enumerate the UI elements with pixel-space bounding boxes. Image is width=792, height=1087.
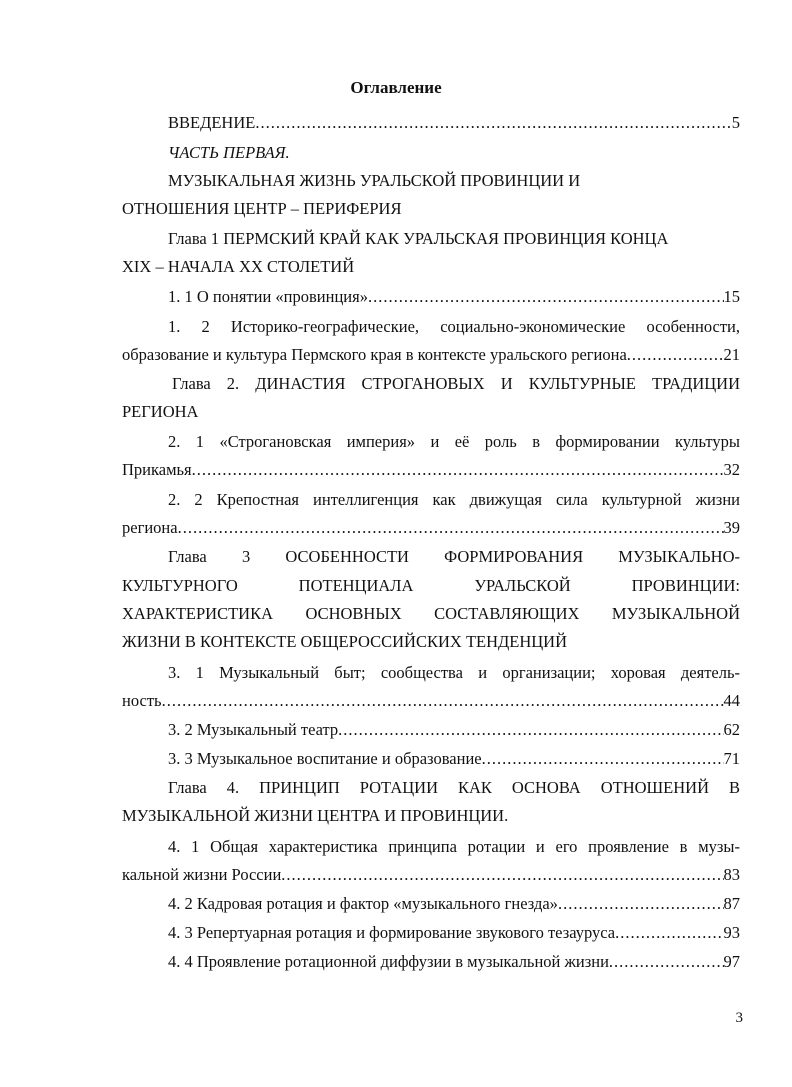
chapter-2-title-line-1: Глава 2. ДИНАСТИЯ СТРОГАНОВЫХ И КУЛЬТУРНЫЕ ТРАДИЦИИ (172, 374, 740, 393)
toc-entry-introduction (168, 112, 740, 134)
toc-leader-dots (178, 517, 724, 539)
toc-entry-text: 3. 3 Музыкальное воспитание и образование (168, 749, 482, 768)
toc-entry-1-1 (168, 286, 740, 308)
toc-entry-text: образование и культура Пермского края в контексте уральского региона (122, 345, 627, 364)
toc-leader-dots (162, 690, 724, 712)
chapter-1-title-line-2: XIX – НАЧАЛА XX СТОЛЕТИЙ (122, 257, 355, 276)
toc-entry-page: 97 (723, 952, 740, 971)
toc-entry-3-1-line-2 (122, 690, 740, 712)
toc-entry-page: 93 (723, 923, 740, 942)
toc-entry-page: 15 (723, 287, 740, 306)
toc-entry-page: 39 (723, 518, 740, 537)
toc-entry-3-2 (168, 719, 740, 741)
toc-entry-2-1-line-2 (122, 459, 740, 481)
toc-leader-dots (482, 748, 724, 770)
toc-entry-1-2-line-2 (122, 344, 740, 366)
toc-entry-1-2-line-1: 1. 2 Историко-географические, социально-экономические особенности, (168, 317, 740, 336)
toc-entry-page: 83 (723, 865, 740, 884)
toc-entry-4-1-line-2 (122, 864, 740, 886)
toc-entry-page: 32 (723, 460, 740, 479)
toc-entry-text: 4. 3 Репертуарная ротация и формирование звукового тезауруса (168, 923, 616, 942)
toc-entry-text: Прикамья (122, 460, 192, 479)
toc-leader-dots (627, 344, 724, 366)
toc-leader-dots (558, 893, 724, 915)
toc-entry-text: 4. 2 Кадровая ротация и фактор «музыкального гнезда» (168, 894, 558, 913)
part-one-title-line-2: ОТНОШЕНИЯ ЦЕНТР – ПЕРИФЕРИЯ (122, 199, 402, 218)
toc-leader-dots (192, 459, 724, 481)
chapter-3-title-line-2: КУЛЬТУРНОГО ПОТЕНЦИАЛА УРАЛЬСКОЙ ПРОВИНЦИИ: (122, 576, 740, 595)
chapter-2-title-line-2: РЕГИОНА (122, 402, 199, 421)
toc-entry-2-2-line-2 (122, 517, 740, 539)
toc-entry-4-3 (168, 922, 740, 944)
toc-entry-page: 87 (723, 894, 740, 913)
toc-entry-text: региона (122, 518, 178, 537)
chapter-3-title-line-4: ЖИЗНИ В КОНТЕКСТЕ ОБЩЕРОССИЙСКИХ ТЕНДЕНЦИЙ (122, 632, 568, 651)
toc-entry-page: 44 (723, 691, 740, 710)
toc-entry-text: кальной жизни России (122, 865, 282, 884)
toc-entry-2-1-line-1: 2. 1 «Строгановская империя» и её роль в формировании культуры (168, 432, 740, 451)
chapter-1-title-line-1: Глава 1 ПЕРМСКИЙ КРАЙ КАК УРАЛЬСКАЯ ПРОВИНЦИЯ КОНЦА (168, 229, 669, 248)
toc-leader-dots (338, 719, 723, 741)
toc-entry-2-2-line-1: 2. 2 Крепостная интеллигенция как движущая сила культурной жизни (168, 490, 740, 509)
toc-entry-page: 62 (723, 720, 740, 739)
toc-leader-dots (615, 922, 723, 944)
toc-entry-text: 3. 2 Музыкальный театр (168, 720, 339, 739)
part-one-title-line-1: МУЗЫКАЛЬНАЯ ЖИЗНЬ УРАЛЬСКОЙ ПРОВИНЦИИ И (168, 171, 581, 190)
toc-entry-4-2 (168, 893, 740, 915)
page-number: 3 (735, 1010, 743, 1026)
toc-entry-3-1-line-1: 3. 1 Музыкальный быт; сообщества и организации; хоровая деятель- (168, 663, 740, 682)
toc-entry-text: 1. 1 О понятии «провинция» (168, 287, 368, 306)
toc-entry-4-4 (168, 951, 740, 973)
toc-entry-text: ВВЕДЕНИЕ (168, 113, 256, 132)
toc-entry-page: 21 (723, 345, 740, 364)
toc-leader-dots (609, 951, 724, 973)
toc-entry-3-3 (168, 748, 740, 770)
chapter-4-title-line-2: МУЗЫКАЛЬНОЙ ЖИЗНИ ЦЕНТРА И ПРОВИНЦИИ. (122, 806, 509, 825)
part-one-label: ЧАСТЬ ПЕРВАЯ. (168, 143, 290, 162)
toc-entry-page: 5 (731, 113, 740, 132)
toc-entry-text: ность (122, 691, 162, 710)
toc-entry-4-1-line-1: 4. 1 Общая характеристика принципа ротации и его проявление в музы- (168, 837, 740, 856)
toc-entry-text: 4. 4 Проявление ротационной диффузии в музыкальной жизни (168, 952, 609, 971)
chapter-4-title-line-1: Глава 4. ПРИНЦИП РОТАЦИИ КАК ОСНОВА ОТНОШЕНИЙ В (168, 778, 740, 797)
toc-leader-dots (368, 286, 724, 308)
chapter-3-title-line-1: Глава 3 ОСОБЕННОСТИ ФОРМИРОВАНИЯ МУЗЫКАЛЬНО- (168, 547, 740, 566)
toc-leader-dots (281, 864, 723, 886)
toc-title: Оглавление (350, 78, 442, 97)
chapter-3-title-line-3: ХАРАКТЕРИСТИКА ОСНОВНЫХ СОСТАВЛЯЮЩИХ МУЗЫКАЛЬНОЙ (122, 604, 740, 623)
toc-entry-page: 71 (723, 749, 740, 768)
toc-leader-dots (255, 112, 731, 134)
